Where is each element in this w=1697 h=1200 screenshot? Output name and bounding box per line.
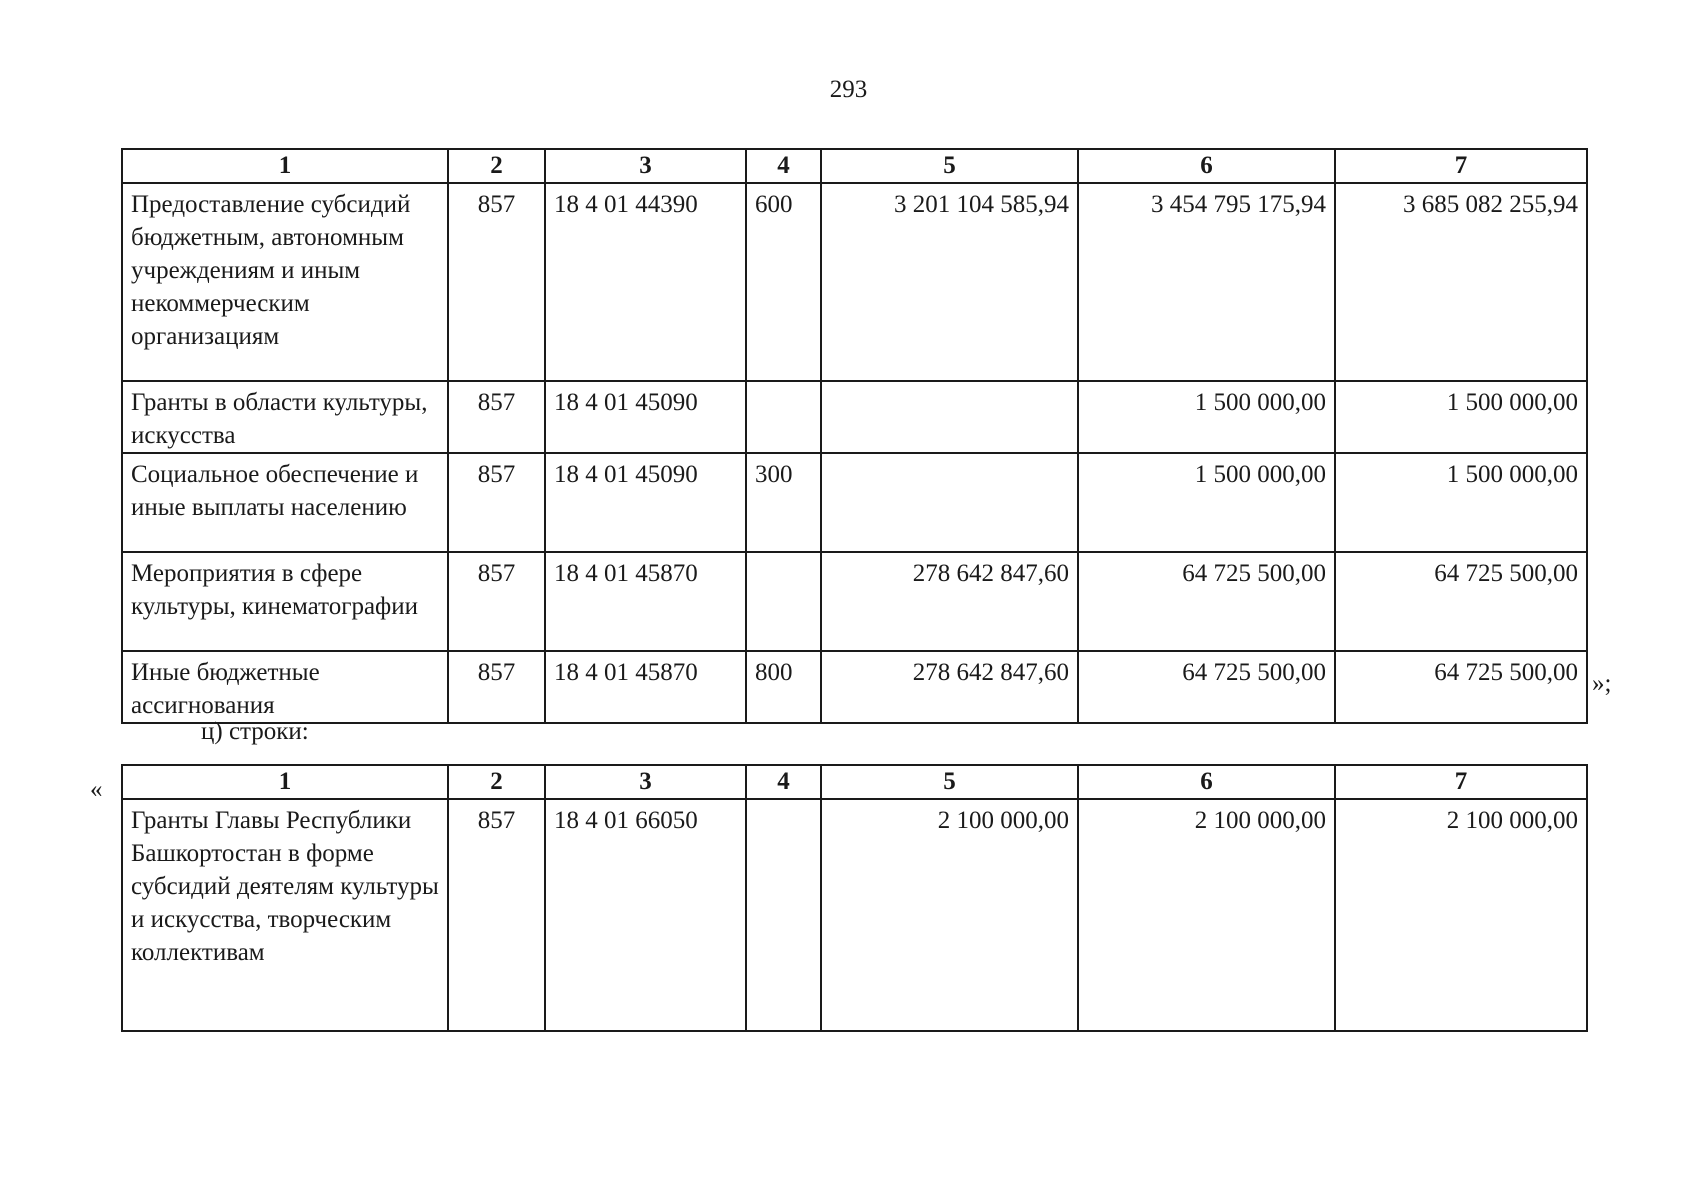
col-header-6: 6 [1078,149,1335,183]
amount-cell-6: 64 725 500,00 [1078,651,1335,723]
amount-cell-5 [821,453,1078,552]
row-name-cell: Мероприятия в сфере культуры, кинематографии [122,552,448,651]
row-name-cell: Социальное обеспечение и иные выплаты населению [122,453,448,552]
code-cell: 857 [448,183,545,381]
table-row [122,453,1587,552]
col-header-3: 3 [545,149,746,183]
budget-table-1 [121,148,1588,724]
row-name-cell: Гранты в области культуры, искусства [122,381,448,453]
amount-cell-7: 1 500 000,00 [1335,453,1587,552]
amount-cell-6: 64 725 500,00 [1078,552,1335,651]
type-cell: 600 [746,183,821,381]
article-cell: 18 4 01 44390 [545,183,746,381]
amount-cell-7: 1 500 000,00 [1335,381,1587,453]
col-header-4: 4 [746,149,821,183]
amount-cell-5: 278 642 847,60 [821,651,1078,723]
amount-cell-5: 3 201 104 585,94 [821,183,1078,381]
col-header-1: 1 [122,149,448,183]
col-header-3: 3 [545,765,746,799]
table-row [122,799,1587,1031]
code-cell: 857 [448,381,545,453]
row-name-cell: Иные бюджетные ассигнования [122,651,448,723]
article-cell: 18 4 01 45090 [545,381,746,453]
code-cell: 857 [448,651,545,723]
col-header-5: 5 [821,765,1078,799]
article-cell: 18 4 01 66050 [545,799,746,1031]
amount-cell-5 [821,381,1078,453]
header-row [122,149,1587,183]
table-row [122,651,1587,723]
header-row [122,765,1587,799]
section-label: ц) строки: [201,718,309,745]
opening-quote-mark: « [90,776,103,803]
code-cell: 857 [448,453,545,552]
row-name-cell: Гранты Главы Республики Башкортостан в форме субсидий деятелям культуры и искусства, творческим коллективам [122,799,448,1031]
closing-quote-mark: »; [1592,670,1612,697]
code-cell: 857 [448,799,545,1031]
amount-cell-7: 3 685 082 255,94 [1335,183,1587,381]
col-header-6: 6 [1078,765,1335,799]
type-cell [746,381,821,453]
amount-cell-7: 64 725 500,00 [1335,552,1587,651]
type-cell [746,799,821,1031]
amount-cell-6: 2 100 000,00 [1078,799,1335,1031]
table-row [122,381,1587,453]
table-row [122,183,1587,381]
amount-cell-6: 1 500 000,00 [1078,381,1335,453]
col-header-1: 1 [122,765,448,799]
code-cell: 857 [448,552,545,651]
type-cell: 300 [746,453,821,552]
article-cell: 18 4 01 45870 [545,552,746,651]
row-name-cell: Предоставление субсидий бюджетным, автономным учреждениям и иным некоммерческим организациям [122,183,448,381]
table-row [122,552,1587,651]
article-cell: 18 4 01 45870 [545,651,746,723]
type-cell [746,552,821,651]
amount-cell-6: 1 500 000,00 [1078,453,1335,552]
type-cell: 800 [746,651,821,723]
col-header-2: 2 [448,149,545,183]
col-header-2: 2 [448,765,545,799]
col-header-5: 5 [821,149,1078,183]
budget-table-2 [121,764,1588,1032]
amount-cell-6: 3 454 795 175,94 [1078,183,1335,381]
amount-cell-5: 278 642 847,60 [821,552,1078,651]
col-header-7: 7 [1335,149,1587,183]
page-number: 293 [829,76,868,103]
article-cell: 18 4 01 45090 [545,453,746,552]
amount-cell-5: 2 100 000,00 [821,799,1078,1031]
amount-cell-7: 2 100 000,00 [1335,799,1587,1031]
col-header-4: 4 [746,765,821,799]
amount-cell-7: 64 725 500,00 [1335,651,1587,723]
col-header-7: 7 [1335,765,1587,799]
